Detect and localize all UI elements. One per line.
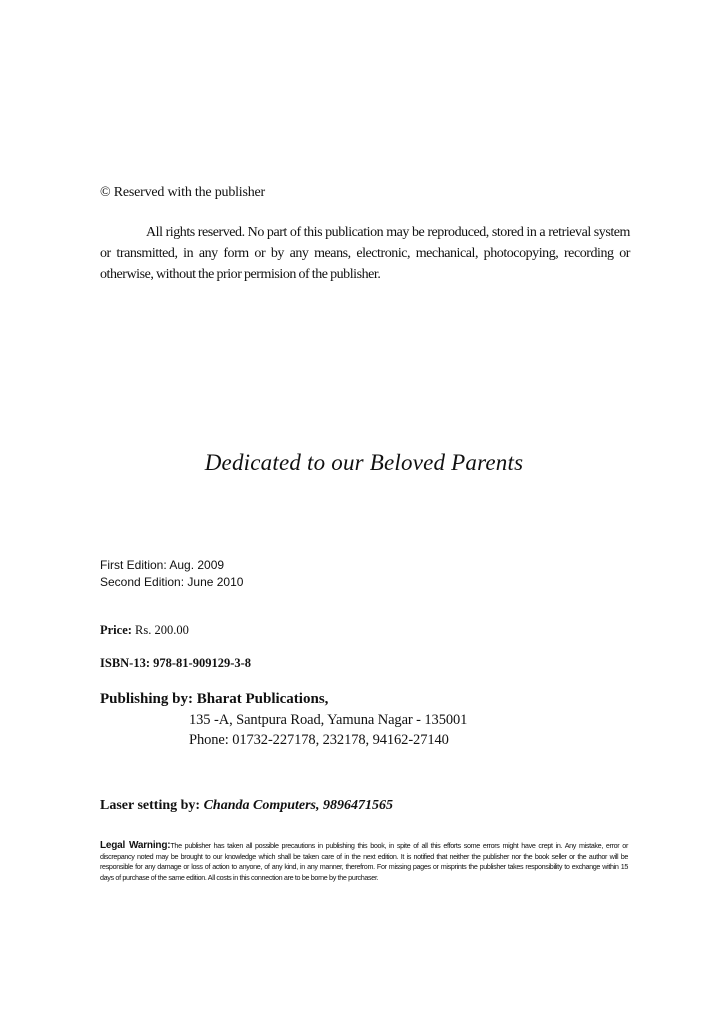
- price-label: Price:: [100, 623, 132, 637]
- legal-warning-label: Legal Warning:: [100, 840, 171, 851]
- publisher-phone: Phone: 01732-227178, 232178, 94162-27140: [189, 732, 449, 748]
- publishing-line: [100, 691, 328, 708]
- laser-setting-label: Laser setting by:: [100, 798, 201, 813]
- publisher-name: Bharat Publications,: [196, 691, 329, 707]
- rights-paragraph: All rights reserved. No part of this publication may be reproduced, stored in a retrieval system or transmitted, in any form or by any means, electronic, mechanical, photocopying, recording or otherwise, without the prior permision of the publisher.: [100, 225, 630, 282]
- publishing-label: Publishing by:: [100, 691, 193, 707]
- dedication: Dedicated to our Beloved Parents: [204, 450, 524, 475]
- legal-warning-text: The publisher has taken all possible precautions in publishing this book, in spite of all this efforts some errors might have crept in. Any mistake, error or discrepancy noted may be brought to our knowledge which shall be taken care of in the next edition. It is notified that neither the publisher nor the book seller or the author will be responsible for any damage or loss of action to anyone, of any kind, in any manner, therefrom. For missing pages or misprints the publisher takes responsibility to exchange within 15 days of purchase of the same edition. All costs in this connection are to be borne by the purchaser.: [100, 841, 628, 882]
- first-edition: First Edition: Aug. 2009: [100, 558, 225, 572]
- laser-setting-value: Chanda Computers, 9896471565: [203, 798, 394, 813]
- publisher-address: 135 -A, Santpura Road, Yamuna Nagar - 135001: [189, 712, 468, 728]
- copyright-notice: © Reserved with the publisher: [100, 185, 266, 200]
- legal-warning: [100, 841, 628, 883]
- price-value: Rs. 200.00: [135, 623, 189, 637]
- isbn: ISBN-13: 978-81-909129-3-8: [100, 656, 252, 670]
- laser-setting-line: [100, 798, 393, 814]
- price-line: [100, 623, 189, 638]
- second-edition: Second Edition: June 2010: [100, 575, 244, 589]
